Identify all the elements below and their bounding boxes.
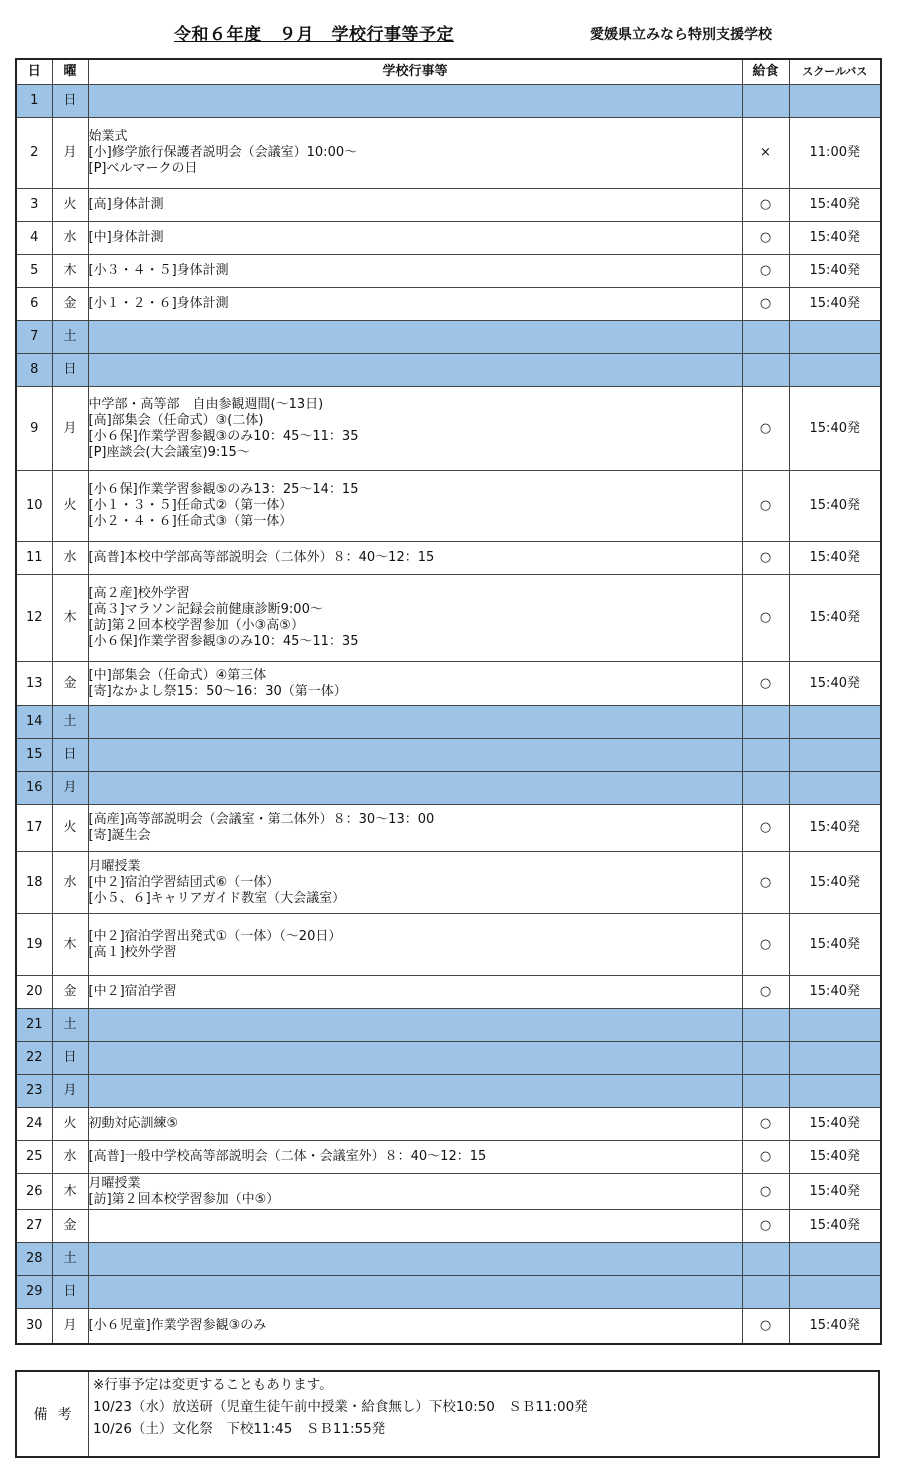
lunch-cell xyxy=(742,1243,789,1276)
lunch-cell: ○ xyxy=(742,1141,789,1174)
weekday-cell: 月 xyxy=(52,118,88,189)
bus-cell xyxy=(789,85,881,118)
table-row xyxy=(16,706,881,739)
lunch-cell: ○ xyxy=(742,387,789,471)
header-weekday: 曜 xyxy=(52,59,88,85)
day-cell: 30 xyxy=(16,1309,52,1344)
bus-cell xyxy=(789,1009,881,1042)
table-row xyxy=(16,662,881,706)
weekday-cell: 月 xyxy=(52,387,88,471)
lunch-cell: ○ xyxy=(742,255,789,288)
lunch-cell: ○ xyxy=(742,1174,789,1210)
weekday-cell: 日 xyxy=(52,1276,88,1309)
bus-cell: 15:40発 xyxy=(789,471,881,542)
day-cell: 26 xyxy=(16,1174,52,1210)
bus-cell: 15:40発 xyxy=(789,189,881,222)
bus-cell: 15:40発 xyxy=(789,222,881,255)
bus-cell: 15:40発 xyxy=(789,1174,881,1210)
table-row xyxy=(16,739,881,772)
table-row xyxy=(16,189,881,222)
day-cell: 19 xyxy=(16,914,52,976)
header-lunch: 給食 xyxy=(742,59,789,85)
events-cell xyxy=(88,772,742,805)
events-cell: [小６児童]作業学習参観③のみ xyxy=(88,1309,742,1344)
events-cell: [高普]本校中学部高等部説明会（二体外）８：40～12：15 xyxy=(88,542,742,575)
bus-cell xyxy=(789,739,881,772)
lunch-cell: ○ xyxy=(742,542,789,575)
day-cell: 11 xyxy=(16,542,52,575)
schedule-table xyxy=(15,58,882,1345)
events-cell: 月曜授業 [訪]第２回本校学習参加（中⑤） xyxy=(88,1174,742,1210)
remarks-box xyxy=(15,1370,880,1458)
lunch-cell xyxy=(742,1009,789,1042)
weekday-cell: 火 xyxy=(52,1108,88,1141)
bus-cell: 11:00発 xyxy=(789,118,881,189)
lunch-cell: ○ xyxy=(742,1309,789,1344)
table-row xyxy=(16,1174,881,1210)
table-row xyxy=(16,1009,881,1042)
events-cell: [小３・４・５]身体計測 xyxy=(88,255,742,288)
table-row xyxy=(16,354,881,387)
header-events: 学校行事等 xyxy=(88,59,742,85)
school-name: 愛媛県立みなら特別支援学校 xyxy=(590,27,772,43)
day-cell: 28 xyxy=(16,1243,52,1276)
table-row xyxy=(16,1141,881,1174)
weekday-cell: 火 xyxy=(52,805,88,852)
bus-cell: 15:40発 xyxy=(789,1309,881,1344)
day-cell: 18 xyxy=(16,852,52,914)
day-cell: 24 xyxy=(16,1108,52,1141)
weekday-cell: 月 xyxy=(52,1309,88,1344)
weekday-cell: 日 xyxy=(52,354,88,387)
events-cell xyxy=(88,1243,742,1276)
table-row xyxy=(16,288,881,321)
day-cell: 16 xyxy=(16,772,52,805)
weekday-cell: 日 xyxy=(52,739,88,772)
day-cell: 2 xyxy=(16,118,52,189)
events-cell xyxy=(88,1009,742,1042)
table-row xyxy=(16,118,881,189)
events-cell: [中２]宿泊学習 xyxy=(88,976,742,1009)
bus-cell xyxy=(789,772,881,805)
bus-cell: 15:40発 xyxy=(789,387,881,471)
lunch-cell xyxy=(742,1075,789,1108)
day-cell: 29 xyxy=(16,1276,52,1309)
lunch-cell xyxy=(742,706,789,739)
weekday-cell: 土 xyxy=(52,1009,88,1042)
bus-cell: 15:40発 xyxy=(789,805,881,852)
bus-cell: 15:40発 xyxy=(789,852,881,914)
lunch-cell xyxy=(742,321,789,354)
page-title: 令和６年度 ９月 学校行事等予定 xyxy=(174,25,454,45)
weekday-cell: 金 xyxy=(52,1210,88,1243)
lunch-cell: ○ xyxy=(742,976,789,1009)
table-row xyxy=(16,1276,881,1309)
weekday-cell: 土 xyxy=(52,706,88,739)
weekday-cell: 水 xyxy=(52,542,88,575)
weekday-cell: 月 xyxy=(52,772,88,805)
weekday-cell: 日 xyxy=(52,1042,88,1075)
weekday-cell: 金 xyxy=(52,662,88,706)
table-row xyxy=(16,575,881,662)
table-row xyxy=(16,852,881,914)
weekday-cell: 水 xyxy=(52,222,88,255)
bus-cell: 15:40発 xyxy=(789,288,881,321)
bus-cell: 15:40発 xyxy=(789,542,881,575)
lunch-cell xyxy=(742,354,789,387)
day-cell: 17 xyxy=(16,805,52,852)
events-cell: [小１・２・６]身体計測 xyxy=(88,288,742,321)
events-cell: [高産]高等部説明会（会議室・第二体外）８：30～13：00 [寄]誕生会 xyxy=(88,805,742,852)
table-row xyxy=(16,321,881,354)
weekday-cell: 金 xyxy=(52,976,88,1009)
weekday-cell: 火 xyxy=(52,471,88,542)
lunch-cell xyxy=(742,772,789,805)
table-row xyxy=(16,1210,881,1243)
header-day: 日 xyxy=(16,59,52,85)
lunch-cell: ○ xyxy=(742,805,789,852)
remarks-body xyxy=(89,1372,878,1456)
day-cell: 23 xyxy=(16,1075,52,1108)
table-row xyxy=(16,1243,881,1276)
day-cell: 25 xyxy=(16,1141,52,1174)
lunch-cell: ○ xyxy=(742,662,789,706)
events-cell: [高２産]校外学習 [高３]マラソン記録会前健康診断9:00～ [訪]第２回本校学習参加（小③高⑤） [小６保]作業学習参観③のみ10：45～11：35 xyxy=(88,575,742,662)
bus-cell: 15:40発 xyxy=(789,575,881,662)
bus-cell: 15:40発 xyxy=(789,976,881,1009)
lunch-cell: ○ xyxy=(742,1108,789,1141)
weekday-cell: 金 xyxy=(52,288,88,321)
table-row xyxy=(16,914,881,976)
bus-cell: 15:40発 xyxy=(789,1141,881,1174)
events-cell: [中]部集会（任命式）④第三体 [寄]なかよし祭15：50～16：30（第一体） xyxy=(88,662,742,706)
events-cell: 始業式 [小]修学旅行保護者説明会（会議室）10:00～ [P]ベルマークの日 xyxy=(88,118,742,189)
bus-cell xyxy=(789,354,881,387)
day-cell: 12 xyxy=(16,575,52,662)
day-cell: 4 xyxy=(16,222,52,255)
day-cell: 3 xyxy=(16,189,52,222)
events-cell: 初動対応訓練⑤ xyxy=(88,1108,742,1141)
table-row xyxy=(16,255,881,288)
events-cell xyxy=(88,1276,742,1309)
remarks-label: 備考 xyxy=(17,1372,89,1456)
table-row xyxy=(16,1108,881,1141)
events-cell xyxy=(88,739,742,772)
lunch-cell: ○ xyxy=(742,471,789,542)
weekday-cell: 日 xyxy=(52,85,88,118)
lunch-cell xyxy=(742,1042,789,1075)
events-cell xyxy=(88,1042,742,1075)
events-cell: 月曜授業 [中２]宿泊学習結団式⑥（一体） [小５、６]キャリアガイド教室（大会議室） xyxy=(88,852,742,914)
lunch-cell xyxy=(742,85,789,118)
day-cell: 15 xyxy=(16,739,52,772)
bus-cell xyxy=(789,1075,881,1108)
weekday-cell: 火 xyxy=(52,189,88,222)
events-cell xyxy=(88,1075,742,1108)
table-row xyxy=(16,387,881,471)
table-row xyxy=(16,222,881,255)
weekday-cell: 土 xyxy=(52,1243,88,1276)
bus-cell: 15:40発 xyxy=(789,914,881,976)
lunch-cell xyxy=(742,1276,789,1309)
bus-cell xyxy=(789,321,881,354)
remarks-line: ※行事予定は変更することもあります。 xyxy=(93,1377,333,1393)
bus-cell: 15:40発 xyxy=(789,255,881,288)
lunch-cell: × xyxy=(742,118,789,189)
events-cell xyxy=(88,354,742,387)
day-cell: 21 xyxy=(16,1009,52,1042)
day-cell: 27 xyxy=(16,1210,52,1243)
day-cell: 10 xyxy=(16,471,52,542)
day-cell: 6 xyxy=(16,288,52,321)
day-cell: 9 xyxy=(16,387,52,471)
lunch-cell: ○ xyxy=(742,914,789,976)
day-cell: 13 xyxy=(16,662,52,706)
table-header-row xyxy=(16,59,881,85)
lunch-cell: ○ xyxy=(742,189,789,222)
weekday-cell: 木 xyxy=(52,914,88,976)
table-row xyxy=(16,1075,881,1108)
lunch-cell: ○ xyxy=(742,575,789,662)
table-row xyxy=(16,542,881,575)
bus-cell: 15:40発 xyxy=(789,1108,881,1141)
events-cell: [高普]一般中学校高等部説明会（二体・会議室外）８：40～12：15 xyxy=(88,1141,742,1174)
day-cell: 1 xyxy=(16,85,52,118)
events-cell: [高]身体計測 xyxy=(88,189,742,222)
bus-cell: 15:40発 xyxy=(789,662,881,706)
events-cell xyxy=(88,85,742,118)
bus-cell xyxy=(789,1243,881,1276)
table-row xyxy=(16,976,881,1009)
weekday-cell: 水 xyxy=(52,1141,88,1174)
bus-cell: 15:40発 xyxy=(789,1210,881,1243)
header-school-bus: スクールバス xyxy=(789,59,881,85)
events-cell: [中]身体計測 xyxy=(88,222,742,255)
weekday-cell: 木 xyxy=(52,255,88,288)
bus-cell xyxy=(789,1042,881,1075)
table-row xyxy=(16,1309,881,1344)
day-cell: 5 xyxy=(16,255,52,288)
day-cell: 7 xyxy=(16,321,52,354)
events-cell: [中２]宿泊学習出発式①（一体）（～20日） [高１]校外学習 xyxy=(88,914,742,976)
remarks-line: 10/23（水）放送研（児童生徒午前中授業・給食無し）下校10:50 ＳＢ11:00発 xyxy=(93,1399,588,1415)
remarks-line: 10/26（土）文化祭 下校11:45 ＳＢ11:55発 xyxy=(93,1421,386,1437)
weekday-cell: 水 xyxy=(52,852,88,914)
weekday-cell: 木 xyxy=(52,1174,88,1210)
events-cell: [小６保]作業学習参観⑤のみ13：25～14：15 [小１・３・５]任命式②（第一体） [小２・４・６]任命式③（第一体） xyxy=(88,471,742,542)
events-cell xyxy=(88,1210,742,1243)
table-row xyxy=(16,805,881,852)
lunch-cell: ○ xyxy=(742,288,789,321)
day-cell: 22 xyxy=(16,1042,52,1075)
table-row xyxy=(16,1042,881,1075)
bus-cell xyxy=(789,706,881,739)
weekday-cell: 土 xyxy=(52,321,88,354)
day-cell: 8 xyxy=(16,354,52,387)
lunch-cell xyxy=(742,739,789,772)
lunch-cell: ○ xyxy=(742,1210,789,1243)
bus-cell xyxy=(789,1276,881,1309)
table-row xyxy=(16,772,881,805)
events-cell xyxy=(88,321,742,354)
weekday-cell: 月 xyxy=(52,1075,88,1108)
events-cell xyxy=(88,706,742,739)
lunch-cell: ○ xyxy=(742,852,789,914)
table-row xyxy=(16,85,881,118)
lunch-cell: ○ xyxy=(742,222,789,255)
day-cell: 20 xyxy=(16,976,52,1009)
weekday-cell: 木 xyxy=(52,575,88,662)
events-cell: 中学部・高等部 自由参観週間(～13日) [高]部集会（任命式）③(二体) [小６保]作業学習参観③のみ10：45～11：35 [P]座談会(大会議室)9:15～ xyxy=(88,387,742,471)
day-cell: 14 xyxy=(16,706,52,739)
table-row xyxy=(16,471,881,542)
